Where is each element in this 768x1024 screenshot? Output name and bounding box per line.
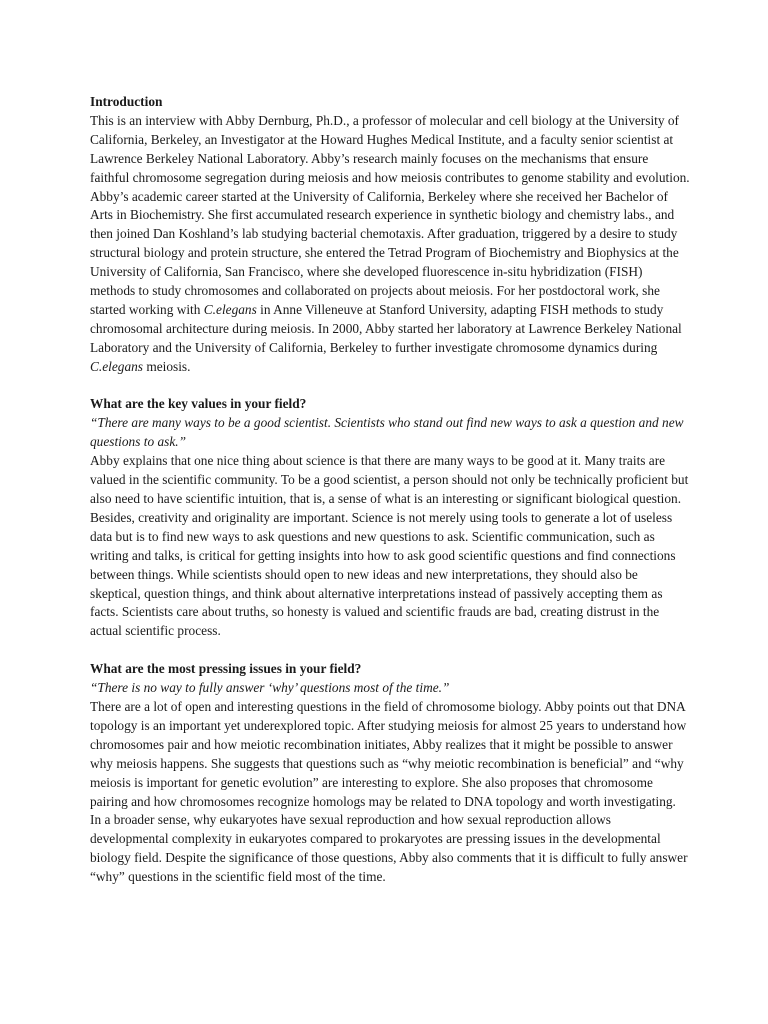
section-introduction bbox=[90, 93, 690, 377]
section-pressing-issues bbox=[90, 660, 690, 887]
section-key-values bbox=[90, 395, 690, 641]
section-heading: What are the most pressing issues in your field? bbox=[90, 661, 362, 677]
section-quote: “There are many ways to be a good scientist. Scientists who stand out find new ways to ask a question and new questions to ask.” bbox=[90, 415, 684, 450]
section-heading: Introduction bbox=[90, 94, 163, 109]
section-body: Abby explains that one nice thing about science is that there are many ways to be good at it. Many traits are valued in the scientific community. To be a good scientist, a person should not only be technically proficient but also need to have scientific intuition, that is, a sense of what is an interesting or significant biological question. Besides, creativity and originality are important. Science is not merely using tools to generate a lot of useless data but is to find new ways to ask questions and new questions to ask. Scientific communication, such as writing and talks, is critical for getting insights into how to ask good scientific questions and find connections between things. While scientists should open to new ideas and new interpretations, they should also be skeptical, question things, and think about alternative interpretations instead of passively accepting them as facts. Scientists care about truths, so honesty is valued and scientific frauds are bad, creating distrust in the actual scientific process. bbox=[90, 453, 689, 639]
section-heading: What are the key values in your field? bbox=[90, 396, 307, 412]
section-quote: “There is no way to fully answer ‘why’ questions most of the time.” bbox=[90, 680, 450, 696]
document-page bbox=[90, 93, 690, 906]
section-body: This is an interview with Abby Dernburg, Ph.D., a professor of molecular and cell biology at the University of California, Berkeley, an Investigator at the Howard Hughes Medical Institute, and a faculty senior scientist at Lawrence Berkeley National Laboratory. Abby’s research mainly focuses on the mechanisms that ensure faithful chromosome segregation during meiosis and how meiosis contributes to genome stability and evolution. Abby’s academic career started at the University of California, Berkeley where she received her Bachelor of Arts in Biochemistry. She first accumulated research experience in synthetic biology and chemistry labs., and then joined Dan Koshland’s lab studying bacterial chemotaxis. After graduation, triggered by a desire to study structural biology and protein structure, she entered the Tetrad Program of Biochemistry and Biophysics at the University of California, San Francisco, where she developed fluorescence in-situ hybridization (FISH) methods to study chromosomes and collaborated on projects about meiosis. For her postdoctoral work, she started working with C.elegans in Anne Villeneuve at Stanford University, adapting FISH methods to study chromosomal architecture during meiosis. In 2000, Abby started her laboratory at Lawrence Berkeley National Laboratory and the University of California, Berkeley to further investigate chromosome dynamics during C.elegans meiosis. bbox=[90, 112, 690, 374]
species-name: C.elegans bbox=[203, 301, 257, 317]
species-name: C.elegans bbox=[90, 358, 143, 374]
section-body: There are a lot of open and interesting questions in the field of chromosome biology. Abby points out that DNA topology is an important yet underexplored topic. After studying meiosis for almost 25 years to understand how chromosomes pair and how meiotic recombination initiates, Abby realizes that it might be possible to answer why meiosis happens. She suggests that questions such as “why meiotic recombination is beneficial” and “why meiosis is important for genetic evolution” are interesting to explore. She also proposes that chromosome pairing and how chromosomes recognize homologs may be related to DNA topology and worth investigating. In a broader sense, why eukaryotes have sexual reproduction and how sexual reproduction allows developmental complexity in eukaryotes compared to prokaryotes are pressing issues in the developmental biology field. Despite the significance of those questions, Abby also comments that it is difficult to fully answer “why” questions in the scientific field most of the time. bbox=[90, 698, 688, 885]
